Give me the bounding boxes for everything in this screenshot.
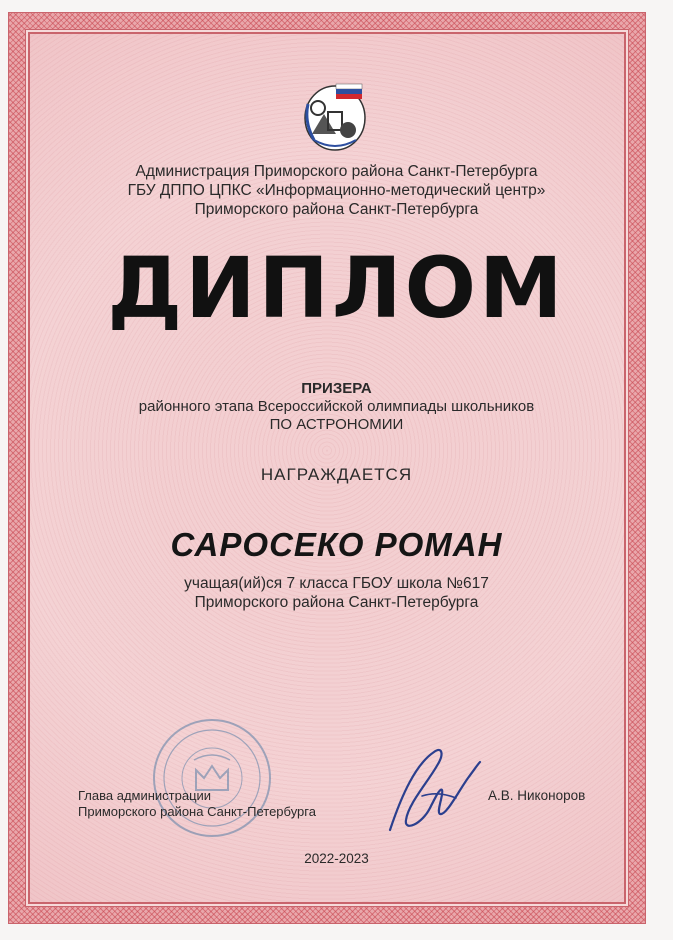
academic-year: 2022-2023 — [304, 851, 369, 866]
recipient-district: Приморского района Санкт-Петербурга — [194, 594, 479, 611]
organization-line-1: Администрация Приморского района Санкт-Петербурга — [135, 163, 538, 180]
signatory-position-line-2: Приморского района Санкт-Петербурга — [78, 804, 316, 819]
signatory-name: А.В. Никоноров — [488, 788, 586, 803]
recipient-name: САРОСЕКО РОМАН — [170, 526, 503, 563]
organization-line-2: ГБУ ДППО ЦПКС «Информационно-методический центр» — [127, 182, 546, 199]
diploma-title: ДИПЛОМ — [107, 239, 566, 337]
olympiad-emblem-icon — [298, 78, 372, 154]
official-stamp-icon — [150, 716, 274, 840]
awarded-label: НАГРАЖДАЕТСЯ — [260, 465, 413, 484]
award-subject: ПО АСТРОНОМИИ — [269, 416, 404, 433]
recipient-school: учащая(ий)ся 7 класса ГБОУ школа №617 — [184, 575, 489, 592]
handwritten-signature-icon — [382, 734, 482, 838]
signatory-position-line-1: Глава администрации — [78, 788, 212, 803]
award-stage: районного этапа Всероссийской олимпиады школьников — [138, 398, 535, 415]
organization-line-3: Приморского района Санкт-Петербурга — [194, 201, 479, 218]
award-rank: ПРИЗЕРА — [301, 380, 372, 397]
